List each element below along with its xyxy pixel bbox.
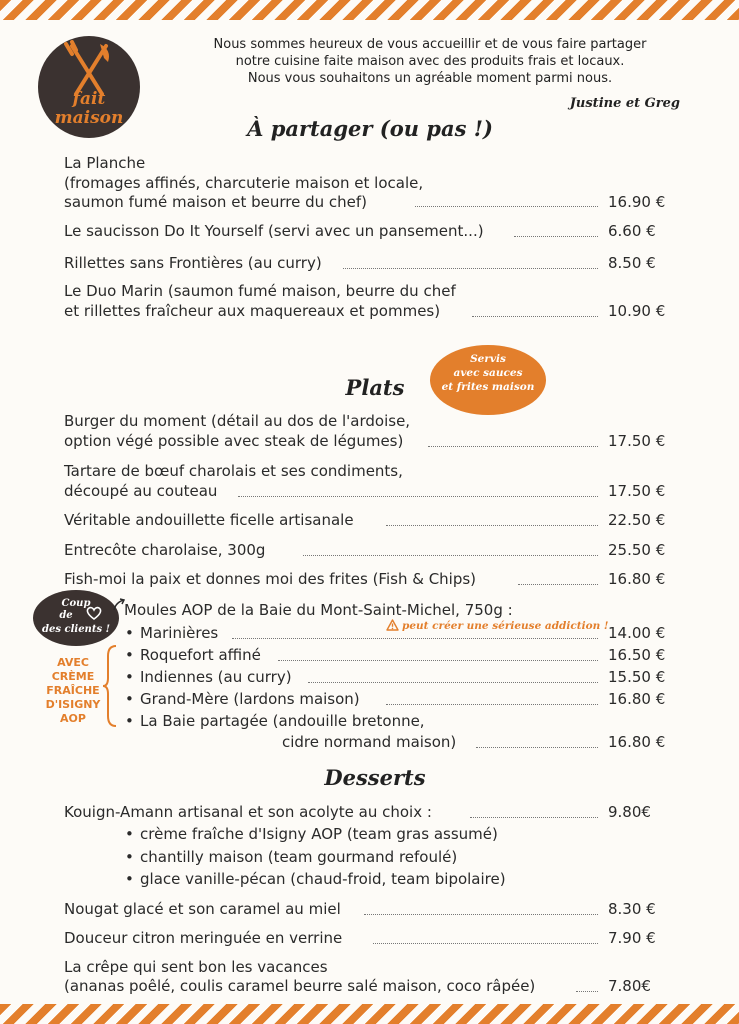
bubble-line-1: Coup (61, 598, 91, 609)
leader-dots (476, 747, 598, 748)
bullet: • (125, 668, 134, 686)
bubble-line-2: de (59, 610, 73, 621)
bullet: • (125, 712, 134, 730)
nougat-price: 8.30 € (608, 900, 656, 918)
bubble-line-3: des clients ! (42, 624, 110, 635)
leader-dots (514, 236, 598, 237)
section-title-desserts: Desserts (324, 765, 426, 790)
brace-decoration (102, 644, 118, 728)
marinieres-label: Marinières (140, 624, 219, 642)
duo-marin-price: 10.90 € (608, 302, 666, 320)
andouillette-label: Véritable andouillette ficelle artisanale (64, 511, 354, 529)
leader-dots (428, 446, 598, 447)
duo-marin-title: Le Duo Marin (saumon fumé maison, beurre du chef (64, 282, 456, 300)
intro-line-2: notre cuisine faite maison avec des produits frais et locaux. (235, 54, 625, 69)
tartare-title: Tartare de bœuf charolais et ses condiments, (64, 462, 403, 480)
grand-mere-price: 16.80 € (608, 690, 666, 708)
leader-dots (238, 496, 598, 497)
bullet: • (125, 646, 134, 664)
rillettes-label: Rillettes sans Frontières (au curry) (64, 254, 322, 272)
intro-text (170, 36, 690, 87)
citron-price: 7.90 € (608, 929, 656, 947)
avec-line-2: CRÈME (51, 670, 95, 683)
entrecote-label: Entrecôte charolaise, 300g (64, 541, 266, 559)
leader-dots (364, 914, 598, 915)
avec-line-4: D'ISIGNY (45, 698, 101, 711)
coup-de-coeur-bubble (33, 590, 119, 646)
indiennes-label: Indiennes (au curry) (140, 668, 292, 686)
bullet: • (125, 825, 134, 843)
badge-line-2: avec sauces (453, 367, 523, 379)
addiction-warning-text: peut créer une sérieuse addiction ! (402, 620, 609, 632)
leader-dots (343, 268, 598, 269)
leader-dots (308, 682, 598, 683)
leader-dots (373, 943, 598, 944)
tartare-price: 17.50 € (608, 482, 666, 500)
section-title-plats: Plats (345, 375, 405, 400)
baie-partagee-title: La Baie partagée (andouille bretonne, (140, 712, 425, 730)
saucisson-price: 6.60 € (608, 222, 656, 240)
duo-marin-desc: et rillettes fraîcheur aux maquereaux et pommes) (64, 302, 441, 320)
crepe-title: La crêpe qui sent bon les vacances (64, 958, 328, 976)
bullet: • (125, 870, 134, 888)
top-border-stripe (0, 0, 739, 20)
planche-desc-1: (fromages affinés, charcuterie maison et locale, (64, 174, 424, 192)
fish-chips-price: 16.80 € (608, 570, 666, 588)
heart-icon (85, 605, 103, 621)
badge-line-1: Servis (470, 353, 506, 365)
signature: Justine et Greg (569, 96, 680, 111)
indiennes-price: 15.50 € (608, 668, 666, 686)
marinieres-price: 14.00 € (608, 624, 666, 642)
leader-dots (415, 206, 598, 207)
planche-title: La Planche (64, 154, 146, 172)
roquefort-price: 16.50 € (608, 646, 666, 664)
baie-partagee-desc: cidre normand maison) (282, 733, 457, 751)
baie-partagee-price: 16.80 € (608, 733, 666, 751)
leader-dots (470, 817, 598, 818)
leader-dots (518, 584, 598, 585)
planche-price: 16.90 € (608, 193, 666, 211)
avec-creme-note (40, 656, 106, 726)
intro-line-1: Nous sommes heureux de vous accueillir et de vous faire partager (213, 37, 647, 52)
leader-dots (472, 316, 598, 317)
avec-line-1: AVEC (57, 656, 89, 669)
leader-dots (303, 555, 598, 556)
crepe-price: 7.80€ (608, 977, 651, 995)
addiction-warning (386, 619, 609, 632)
kouign-option-1: crème fraîche d'Isigny AOP (team gras assumé) (140, 825, 498, 843)
grand-mere-label: Grand-Mère (lardons maison) (140, 690, 360, 708)
planche-desc-2: saumon fumé maison et beurre du chef) (64, 193, 367, 211)
nougat-label: Nougat glacé et son caramel au miel (64, 900, 341, 918)
fait-maison-logo (38, 36, 140, 138)
warning-icon (386, 619, 399, 631)
fish-chips-label: Fish-moi la paix et donnes moi des frites (Fish & Chips) (64, 570, 477, 588)
rillettes-price: 8.50 € (608, 254, 656, 272)
burger-title: Burger du moment (détail au dos de l'ardoise, (64, 412, 411, 430)
intro-line-3: Nous vous souhaitons un agréable moment parmi nous. (247, 71, 613, 86)
saucisson-label: Le saucisson Do It Yourself (servi avec un pansement...) (64, 222, 484, 240)
kouign-amann-price: 9.80€ (608, 803, 651, 821)
roquefort-label: Roquefort affiné (140, 646, 261, 664)
badge-line-3: et frites maison (441, 381, 535, 393)
bullet: • (125, 624, 134, 642)
logo-text-line1: fait (72, 89, 106, 109)
citron-label: Douceur citron meringuée en verrine (64, 929, 343, 947)
section-title-partager: À partager (ou pas !) (247, 116, 493, 141)
moules-title: Moules AOP de la Baie du Mont-Saint-Michel, 750g : (124, 601, 513, 619)
leader-dots (576, 991, 598, 992)
burger-price: 17.50 € (608, 432, 666, 450)
burger-desc: option végé possible avec steak de légumes) (64, 432, 404, 450)
bullet: • (125, 848, 134, 866)
leader-dots (232, 638, 598, 639)
bottom-border-stripe (0, 1004, 739, 1024)
avec-line-5: AOP (60, 712, 86, 725)
kouign-option-3: glace vanille-pécan (chaud-froid, team bipolaire) (140, 870, 506, 888)
kouign-amann-label: Kouign-Amann artisanal et son acolyte au choix : (64, 803, 432, 821)
andouillette-price: 22.50 € (608, 511, 666, 529)
leader-dots (386, 704, 598, 705)
tartare-desc: découpé au couteau (64, 482, 218, 500)
logo-text-line2: maison (54, 108, 124, 128)
leader-dots (386, 525, 598, 526)
kouign-option-2: chantilly maison (team gourmand refoulé) (140, 848, 458, 866)
avec-line-3: FRAÎCHE (46, 684, 100, 697)
crepe-desc: (ananas poêlé, coulis caramel beurre salé maison, coco râpée) (64, 977, 536, 995)
entrecote-price: 25.50 € (608, 541, 666, 559)
bullet: • (125, 690, 134, 708)
leader-dots (278, 660, 598, 661)
